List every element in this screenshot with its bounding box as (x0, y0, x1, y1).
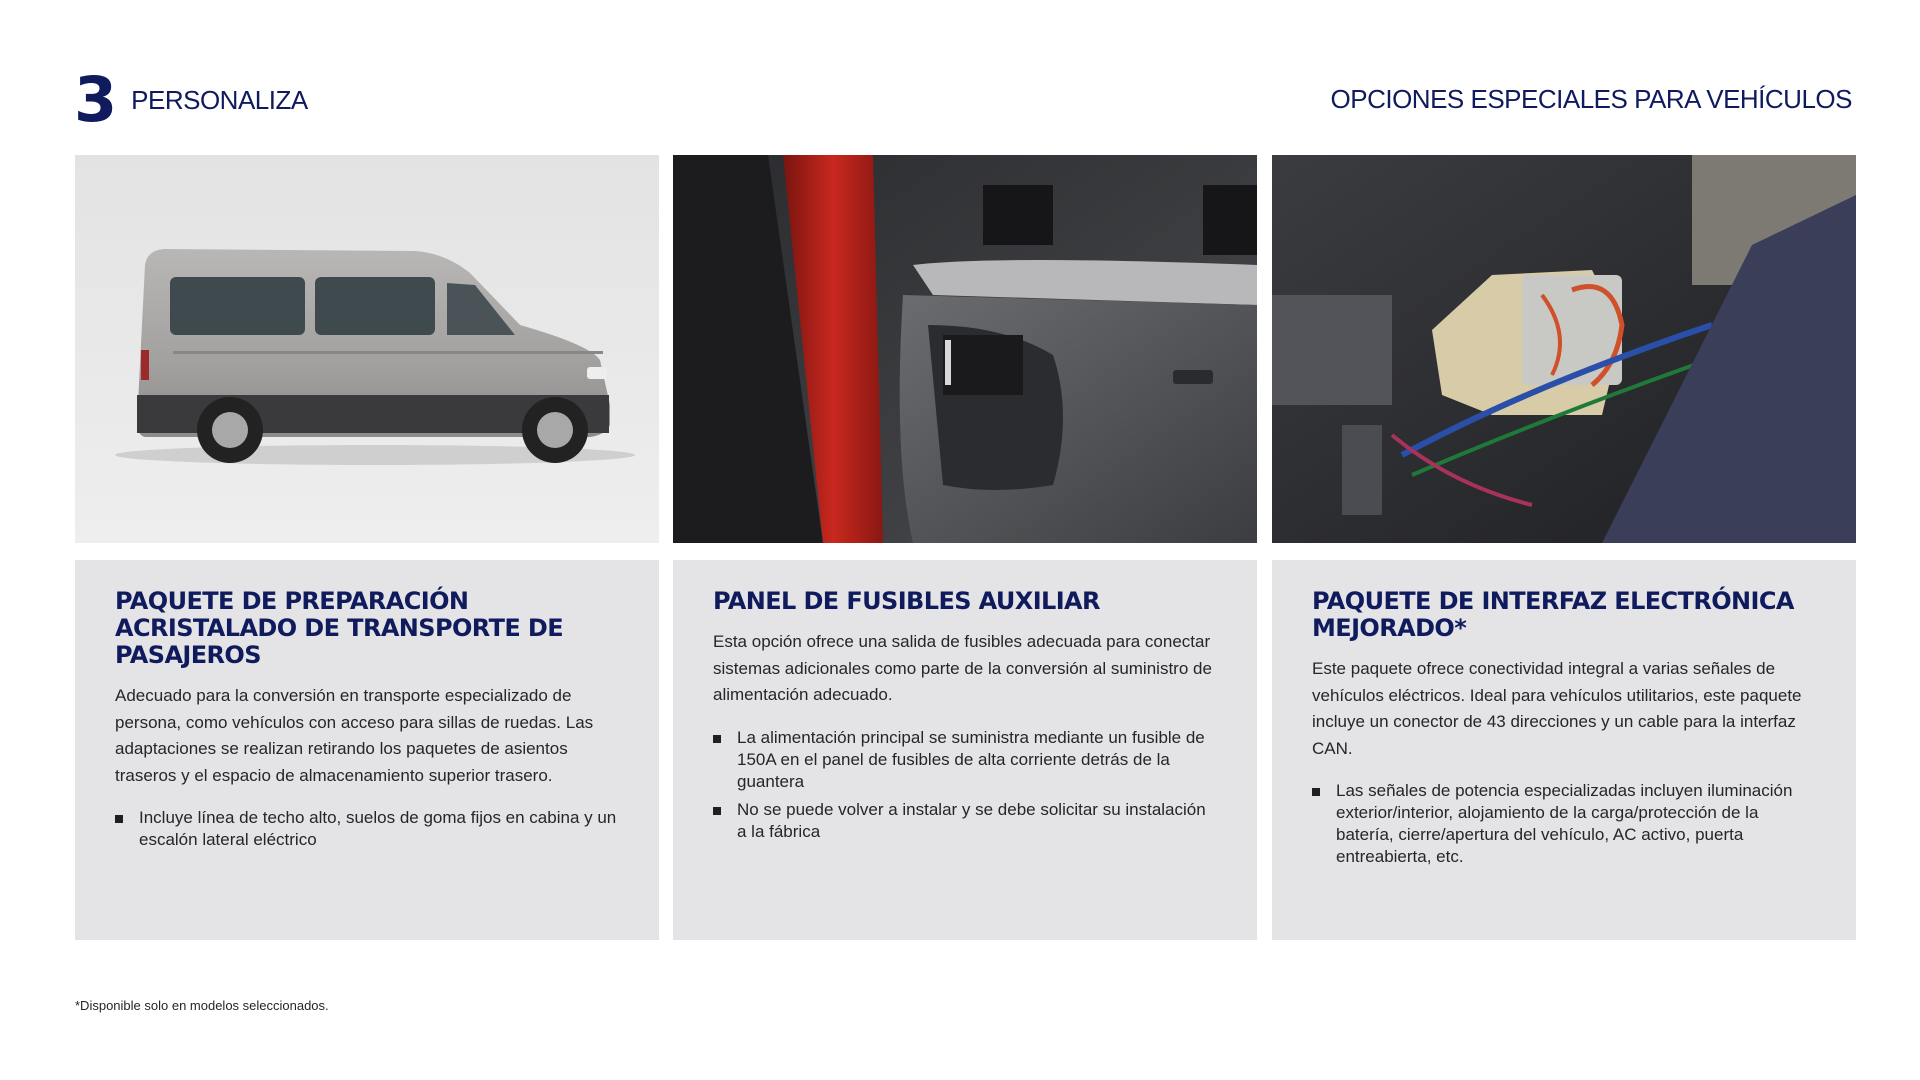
card-bullet-list (115, 807, 619, 851)
section-number: 3 (74, 63, 116, 136)
square-bullet-icon (115, 815, 123, 823)
list-item (1312, 780, 1816, 868)
list-item (713, 799, 1217, 843)
card-bullet-list (1312, 780, 1816, 868)
fuse-panel-photo (673, 155, 1257, 543)
list-item (713, 727, 1217, 793)
van-photo (75, 155, 659, 543)
interface-connector-photo (1272, 155, 1856, 543)
card-title: PANEL DE FUSIBLES AUXILIAR (713, 587, 1100, 615)
card-title: PAQUETE DE PREPARACIÓN ACRISTALADO DE TRANSPORTE DE PASAJEROS (115, 587, 564, 669)
card-bullet-list (713, 727, 1217, 843)
list-item-text: No se puede volver a instalar y se debe solicitar su instalación a la fábrica (737, 799, 1206, 841)
passenger-transport-card (75, 560, 659, 940)
list-item (115, 807, 619, 851)
list-item-text: Las señales de potencia especializadas incluyen iluminación exterior/interior, alojamiento de la carga/protección de la batería, cierre/apertura del vehículo, AC activo, puerta entreabierta, etc. (1336, 781, 1793, 866)
list-item-text: Incluye línea de techo alto, suelos de goma fijos en cabina y un escalón lateral eléctrico (139, 808, 617, 849)
section-header (74, 63, 308, 136)
footnote: *Disponible solo en modelos seleccionados. (75, 998, 329, 1013)
electronic-interface-card (1272, 560, 1856, 940)
card-body: Esta opción ofrece una salida de fusibles adecuada para conectar sistemas adicionales como parte de la conversión al suministro de alimentación adecuado. (713, 632, 1212, 704)
square-bullet-icon (713, 735, 721, 743)
page-title: OPCIONES ESPECIALES PARA VEHÍCULOS (1330, 84, 1852, 114)
square-bullet-icon (713, 807, 721, 815)
card-title: PAQUETE DE INTERFAZ ELECTRÓNICA MEJORADO* (1312, 587, 1794, 642)
list-item-text: La alimentación principal se suministra mediante un fusible de 150A en el panel de fusibles de alta corriente detrás de la guantera (737, 727, 1205, 791)
square-bullet-icon (1312, 788, 1320, 796)
card-body: Adecuado para la conversión en transporte especializado de persona, como vehículos con acceso para sillas de ruedas. Las adaptaciones se realizan retirando los paquetes de asientos traseros y el espacio de almacenamiento superior trasero. (115, 686, 594, 785)
fuse-panel-card (673, 560, 1257, 940)
section-title: PERSONALIZA (131, 84, 308, 115)
card-body: Este paquete ofrece conectividad integral a varias señales de vehículos eléctricos. Ideal para vehículos utilitarios, este paquete incluye un conector de 43 direcciones y un cable para la interfaz CAN. (1312, 659, 1802, 758)
